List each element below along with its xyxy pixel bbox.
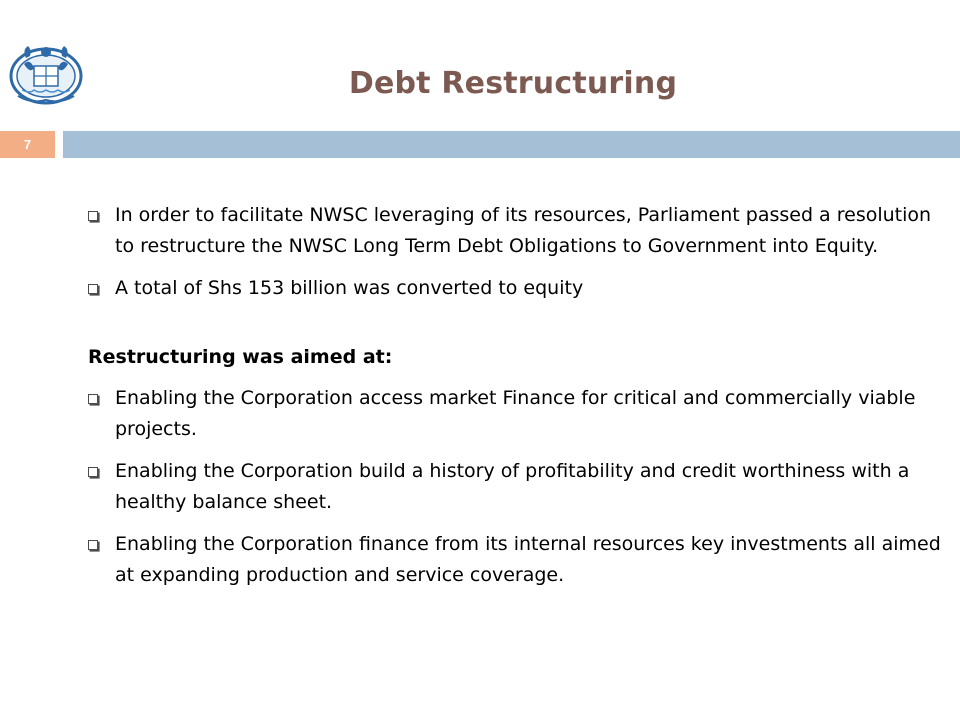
section-subheading: Restructuring was aimed at: xyxy=(88,346,393,368)
bullet-text: Enabling the Corporation access market Finance for critical and commercially viable projects. xyxy=(115,387,916,440)
slide-title: Debt Restructuring xyxy=(348,66,678,101)
list-item xyxy=(88,200,948,262)
bullet-text: In order to facilitate NWSC leveraging of its resources, Parliament passed a resolution to restructure the NWSC Long Term Debt Obligations to Government into Equity. xyxy=(115,204,932,257)
bullet-text: A total of Shs 153 billion was converted to equity xyxy=(115,277,584,299)
bullet-text: Enabling the Corporation finance from its internal resources key investments all aimed at expanding production and service coverage. xyxy=(115,533,941,586)
checkbox-bullet-icon xyxy=(88,394,98,404)
list-item xyxy=(88,456,948,518)
bullet-text: Enabling the Corporation build a history of profitability and credit worthiness with a healthy balance sheet. xyxy=(115,460,910,513)
checkbox-bullet-icon xyxy=(88,467,98,477)
checkbox-bullet-icon xyxy=(88,211,98,221)
list-item xyxy=(88,529,948,591)
checkbox-bullet-icon xyxy=(88,540,98,550)
slide-number-badge: 7 xyxy=(0,131,55,158)
list-item xyxy=(88,383,948,445)
checkbox-bullet-icon xyxy=(88,284,98,294)
slide-content xyxy=(88,200,948,602)
list-item xyxy=(88,273,948,304)
header-bar xyxy=(63,131,960,158)
